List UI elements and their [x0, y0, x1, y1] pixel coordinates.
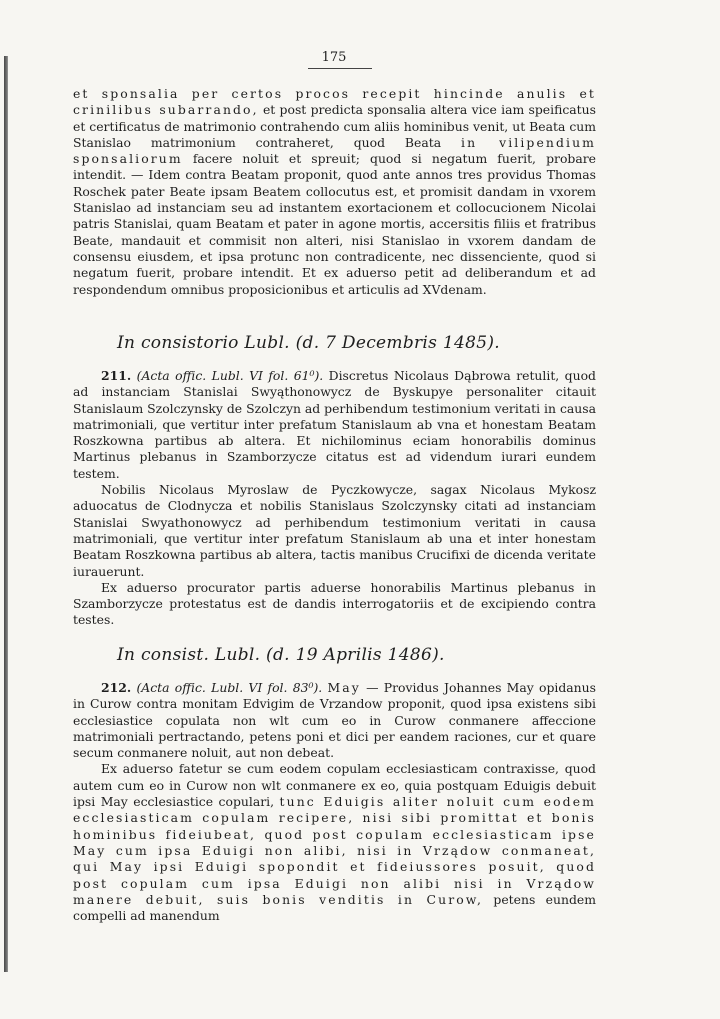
entry-source: (Acta offic. Lubl. VI fol. 83⁰).	[136, 680, 323, 695]
entry-211-paragraph-2: Nobilis Nicolaus Myroslaw de Pyczkowycze, sagax Nicolaus Mykosz aduocatus de Clodnycza et nobilis Stanislaus Szolczynsky citati ad instanciam Stanislai Swyathonowycz ad perhibendum testimonium veritati in causa matrimoniali, que vertitur inter prefatum Stanislaum ab una et inter honestam Beatam Roszkowna partibus ab altera, tactis manibus Crucifixi de dicenda veritate iurauerunt.	[73, 482, 596, 579]
continuation-paragraph	[73, 86, 596, 298]
entry-212-paragraph-1	[73, 680, 596, 761]
entry-number: 212.	[101, 680, 132, 695]
spaced-text: tunc Eduigis aliter noluit cum eodem ecclesiasticam copulam recipere, nisi sibi promittat et bonis hominibus fideiubeat, quod post copulam ecclesiasticam ipse May cum ipsa Eduigi non alibi, nisi in Vrządow conmaneat, qui May ipsi Eduigi spopondit et fideiussores posuit, quod post copulam cum ipsa Eduigi non alibi nisi in Vrządow manere debuit, suis bonis venditis in Curow,	[73, 794, 596, 907]
spaced-name: May	[327, 680, 361, 695]
text-run: et post predicta sponsalia altera vice iam speificatus et certificatus de matrimonio contrahendo cum aliis hominibus venit, ut Beata cum Stanislao matrimonium contraheret, quod Beata	[73, 102, 596, 150]
page-number-rule	[308, 68, 372, 69]
entry-source: (Acta offic. Lubl. VI fol. 61⁰).	[136, 368, 324, 383]
section-heading-consistorio: In consistorio Lubl. (d. 7 Decembris 1485).	[117, 333, 500, 353]
entry-211	[73, 368, 596, 629]
page-binding-edge	[4, 56, 8, 972]
spaced-text: et sponsalia per certos procos recepit hincinde anulis et crinilibus subarrando,	[73, 86, 596, 118]
text-run: — Providus Johannes May opidanus in Curow contra monitam Edvigim de Vrzandow proponit, quod ipsa existens sibi ecclesiastice copulata non wlt cum eo in Curow conmanere affeccione matrimoniali pertractando, petens poni et dici per eandem raciones, cur et quare secum conmanere noluit, aut non debeat.	[73, 680, 596, 761]
entry-212	[73, 680, 596, 924]
continuation-text	[73, 86, 596, 298]
text-run: facere noluit et spreuit; quod si negatum fuerit, probare intendit. — Idem contra Beatam proponit, quod ante annos tres providus Thomas Roschek pater Beate ipsam Beatem collocutus est, et promisit dandam in vxorem Stanislao ad instanciam seu ad instantem exortacionem et collocucionem Nicolai patris Stanislai, quam Beatam et pater in agone mortis, accersitis filiis et fratribus Beate, mandauit et commisit non alteri, nisi Stanislao in vxorem dandam de consensu eiusdem, et ipsa protunc non contradicente, nec dissenciente, quod si negatum fuerit, probare intendit. Et ex aduerso petit ad deliberandum et ad respondendum omnibus proposicionibus et articulis ad XVdenam.	[73, 151, 596, 297]
entry-212-paragraph-2	[73, 761, 596, 924]
entry-number: 211.	[101, 368, 132, 383]
text-run: Discretus Nicolaus Dąbrowa retulit, quod ad instanciam Stanislai Swyąthonowycz de Byskupye personaliter citauit Stanislaum Szolczynsky de Szolczyn ad perhibendum testimonium veritati in causa matrimoniali, que vertitur inter prefatum Stanislaum ab vna et honestam Beatam Roszkowna partibus ab altera. Et nichilominus eciam honorabilis dominus Martinus plebanus in Szamborzycze citatus est ad videndum iurari eundem testem.	[73, 368, 596, 481]
text-run: petens eundem compelli ad manendum	[73, 891, 596, 924]
section-heading-consist: In consist. Lubl. (d. 19 Aprilis 1486).	[117, 645, 445, 665]
page-number: 175	[321, 50, 347, 65]
entry-211-paragraph-1	[73, 368, 596, 482]
text-run: Ex aduerso fatetur se cum eodem copulam ecclesiasticam contraxisse, quod autem cum eo in Curow non wlt conmanere ex eo, quia postquam Eduigis debuit ipsi May ecclesiastice copulari,	[73, 761, 596, 810]
spaced-text: in vilipendium sponsaliorum	[73, 134, 596, 167]
entry-211-paragraph-3: Ex aduerso procurator partis aduerse honorabilis Martinus plebanus in Szamborzycze protestatus est de dandis interrogatoriis et de excipiendo contra testes.	[73, 579, 596, 628]
